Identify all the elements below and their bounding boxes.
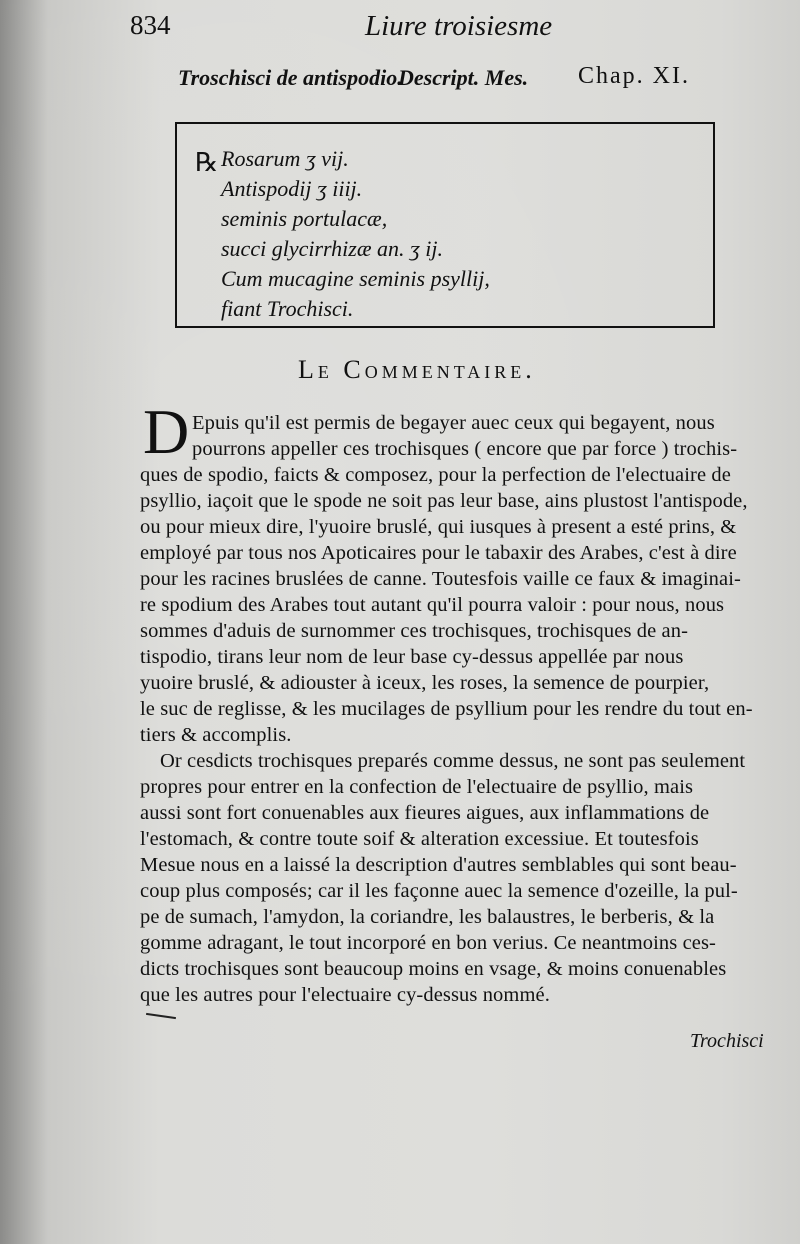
- page-number: 834: [130, 10, 171, 40]
- recipe-line: Rosarum ʒ vij.: [221, 146, 349, 171]
- text-line: aussi sont fort conuenables aux fieures aigues, aux inflammations de: [140, 802, 710, 824]
- text-line: l'estomach, & contre toute soif & alteration excessiue. Et toutesfois: [140, 828, 699, 850]
- text-line: re spodium des Arabes tout autant qu'il pourra valoir : pour nous, nous: [140, 594, 725, 616]
- margin-mark: [146, 1013, 176, 1019]
- chapter-label: Chap. XI.: [578, 63, 690, 89]
- text-line: propres pour entrer en la confection de l'electuaire de psyllio, mais: [140, 776, 694, 798]
- recipe-line: succi glycirrhizæ an. ʒ ij.: [221, 236, 444, 261]
- recipe-line: Antispodij ʒ iiij.: [221, 176, 363, 201]
- page-header: [130, 10, 750, 50]
- recipe-line: seminis portulacæ,: [221, 206, 388, 231]
- section-title: Troschisci de antispodio.: [178, 65, 403, 90]
- commentary-title: Le Commentaire.: [298, 355, 536, 384]
- text-line: ou pour mieux dire, l'yuoire bruslé, qui iusques à present a esté prins, &: [140, 516, 737, 538]
- text-line: Or cesdicts trochisques preparés comme dessus, ne sont pas seulement: [160, 750, 746, 772]
- text-line: pe de sumach, l'amydon, la coriandre, les balaustres, le berberis, & la: [140, 906, 715, 928]
- text-line: ques de spodio, faicts & composez, pour la perfection de l'electuaire de: [140, 464, 731, 486]
- text-line: yuoire bruslé, & adiouster à iceux, les roses, la semence de pourpier,: [140, 672, 710, 694]
- recipe-line: Cum mucagine seminis psyllij,: [221, 266, 490, 291]
- running-head: Liure troisiesme: [365, 10, 553, 42]
- section-description: Descript. Mes.: [398, 65, 529, 90]
- text-line: Mesue nous en a laissé la description d'autres semblables qui sont beau-: [140, 854, 737, 876]
- catchword: Trochisci: [690, 1030, 764, 1052]
- text-line: tispodio, tirans leur nom de leur base cy-dessus appellée par nous: [140, 646, 684, 668]
- text-line: psyllio, iaçoit que le spode ne soit pas leur base, ains plustost l'antispode,: [140, 490, 748, 512]
- text-line: le suc de reglisse, & les mucilages de psyllium pour les rendre du tout en-: [140, 698, 753, 720]
- recipe-box: [175, 122, 715, 328]
- text-line: tiers & accomplis.: [140, 724, 292, 746]
- text-line: gomme adragant, le tout incorporé en bon verius. Ce neantmoins ces-: [140, 932, 716, 954]
- text-line: Epuis qu'il est permis de begayer auec ceux qui begayent, nous: [192, 412, 715, 434]
- text-line: pourrons appeller ces trochisques ( encore que par force ) trochis-: [192, 438, 738, 460]
- text-line: dicts trochisques sont beaucoup moins en vsage, & moins conuenables: [140, 958, 727, 980]
- recipe-symbol: ℞: [195, 148, 219, 177]
- recipe-line: fiant Trochisci.: [221, 296, 354, 321]
- text-line: que les autres pour l'electuaire cy-dessus nommé.: [140, 984, 550, 1006]
- text-line: pour les racines bruslées de canne. Toutesfois vaille ce faux & imaginai-: [140, 568, 741, 590]
- text-line: coup plus composés; car il les façonne auec la semence d'ozeille, la pul-: [140, 880, 738, 902]
- text-line: sommes d'aduis de surnommer ces trochisques, trochisques de an-: [140, 620, 688, 642]
- drop-cap: D: [143, 396, 190, 467]
- section-subheader: [178, 65, 718, 99]
- text-line: employé par tous nos Apoticaires pour le tabaxir des Arabes, c'est à dire: [140, 542, 737, 564]
